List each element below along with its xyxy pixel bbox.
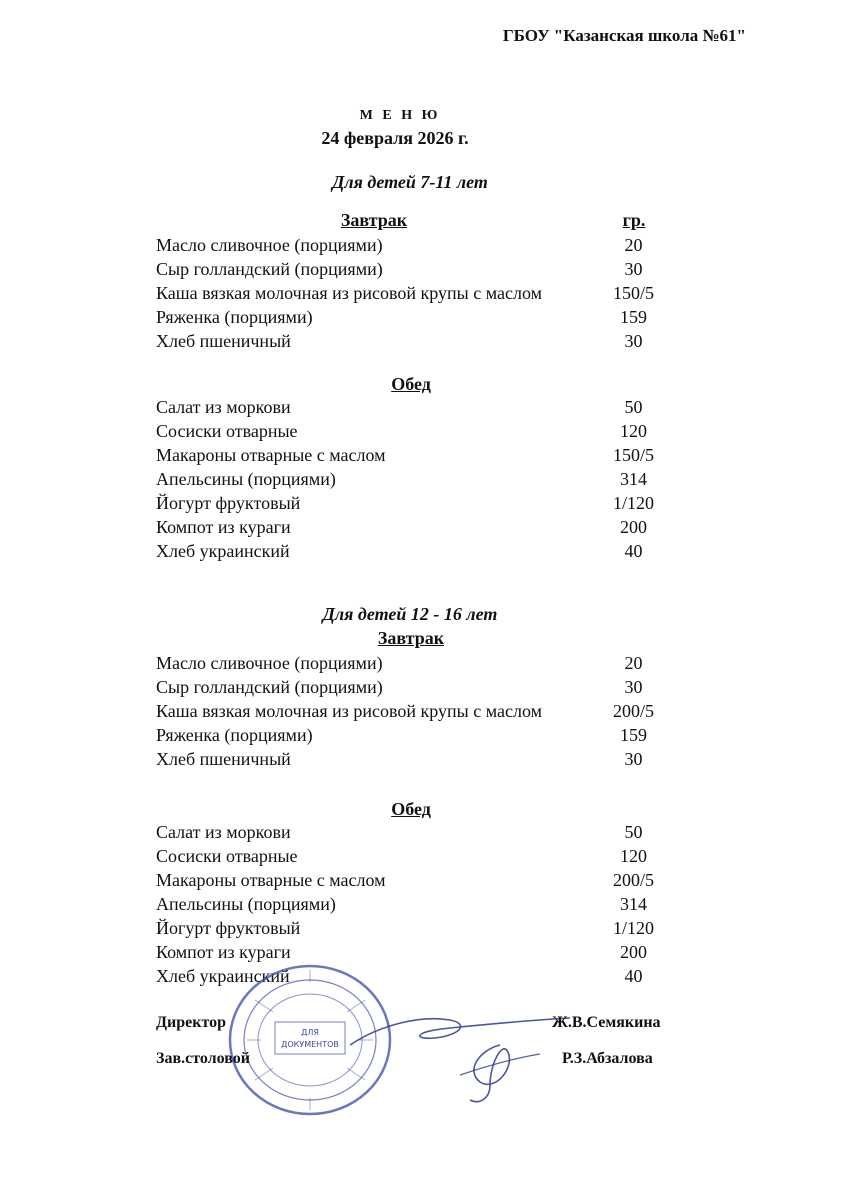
menu-item: [156, 677, 676, 701]
menu-date: 24 февраля 2026 г.: [321, 128, 469, 148]
item-qty: 150/5: [612, 283, 654, 303]
item-qty: 314: [620, 469, 647, 489]
item-name: Каша вязкая молочная из рисовой крупы с маслом: [156, 283, 542, 303]
group-title-7-11: Для детей 7-11 лет: [332, 172, 488, 192]
menu-item: [156, 307, 676, 331]
item-qty: 200/5: [612, 870, 654, 890]
item-name: Салат из моркови: [156, 822, 291, 842]
menu-item: [156, 469, 676, 493]
item-qty: 40: [624, 966, 643, 986]
item-name: Каша вязкая молочная из рисовой крупы с маслом: [156, 701, 542, 721]
item-name: Масло сливочное (порциями): [156, 653, 383, 673]
item-qty: 200/5: [612, 701, 654, 721]
menu-item: [156, 870, 676, 894]
stamp-center-text-2: ДОКУМЕНТОВ: [281, 1040, 339, 1049]
item-qty: 30: [624, 677, 643, 697]
item-qty: 30: [624, 749, 643, 769]
item-name: Ряженка (порциями): [156, 725, 313, 745]
item-name: Сыр голландский (порциями): [156, 259, 383, 279]
item-name: Хлеб украинский: [156, 966, 290, 986]
menu-item: [156, 445, 676, 469]
menu-item: [156, 725, 676, 749]
menu-item: [156, 493, 676, 517]
item-name: Макароны отварные с маслом: [156, 870, 386, 890]
item-name: Компот из кураги: [156, 942, 291, 962]
menu-item: [156, 283, 676, 307]
item-qty: 20: [624, 235, 643, 255]
menu-item: [156, 749, 676, 773]
menu-item: [156, 541, 676, 565]
stamp-center-text-1: ДЛЯ: [301, 1028, 319, 1037]
item-qty: 20: [624, 653, 643, 673]
menu-item: [156, 397, 676, 421]
item-name: Хлеб украинский: [156, 541, 290, 561]
item-qty: 314: [620, 894, 647, 914]
page-title: М Е Н Ю: [359, 108, 441, 123]
meal-title-lunch-12-16: Обед: [391, 799, 431, 819]
director-label: Директор: [156, 1014, 226, 1031]
menu-item: [156, 894, 676, 918]
menu-item: [156, 331, 676, 355]
item-name: Макароны отварные с маслом: [156, 445, 386, 465]
item-qty: 50: [624, 822, 643, 842]
item-qty: 50: [624, 397, 643, 417]
item-qty: 30: [624, 259, 643, 279]
item-name: Салат из моркови: [156, 397, 291, 417]
item-name: Ряженка (порциями): [156, 307, 313, 327]
menu-item: [156, 517, 676, 541]
item-name: Сыр голландский (порциями): [156, 677, 383, 697]
canteen-head-name: Р.З.Абзалова: [562, 1050, 653, 1067]
item-name: Апельсины (порциями): [156, 469, 336, 489]
meal-title-lunch-7-11: Обед: [391, 374, 431, 394]
menu-item: [156, 653, 676, 677]
menu-item: [156, 822, 676, 846]
item-qty: 159: [620, 725, 647, 745]
item-name: Сосиски отварные: [156, 421, 298, 441]
menu-item: [156, 235, 676, 259]
item-qty: 1/120: [612, 918, 654, 938]
item-qty: 200: [620, 517, 647, 537]
item-qty: 40: [624, 541, 643, 561]
meal-title-breakfast-12-16: Завтрак: [377, 628, 445, 648]
item-name: Йогурт фруктовый: [156, 493, 301, 513]
qty-header: гр.: [622, 210, 646, 230]
school-name: ГБОУ "Казанская школа №61": [502, 26, 746, 45]
item-name: Хлеб пшеничный: [156, 331, 291, 351]
group-title-12-16: Для детей 12 - 16 лет: [322, 604, 498, 624]
item-qty: 200: [620, 942, 647, 962]
item-name: Сосиски отварные: [156, 846, 298, 866]
handwritten-signature: [340, 990, 580, 1110]
item-name: Йогурт фруктовый: [156, 918, 301, 938]
item-name: Компот из кураги: [156, 517, 291, 537]
item-qty: 1/120: [612, 493, 654, 513]
canteen-head-label: Зав.столовой: [156, 1050, 250, 1067]
meal-title-breakfast-7-11: Завтрак: [340, 210, 408, 230]
director-name: Ж.В.Семякина: [552, 1014, 661, 1031]
item-name: Масло сливочное (порциями): [156, 235, 383, 255]
menu-item: [156, 701, 676, 725]
item-qty: 120: [620, 421, 647, 441]
item-qty: 120: [620, 846, 647, 866]
item-qty: 150/5: [612, 445, 654, 465]
menu-item: [156, 918, 676, 942]
menu-item: [156, 846, 676, 870]
item-qty: 159: [620, 307, 647, 327]
item-name: Хлеб пшеничный: [156, 749, 291, 769]
menu-item: [156, 259, 676, 283]
menu-item: [156, 421, 676, 445]
item-name: Апельсины (порциями): [156, 894, 336, 914]
item-qty: 30: [624, 331, 643, 351]
